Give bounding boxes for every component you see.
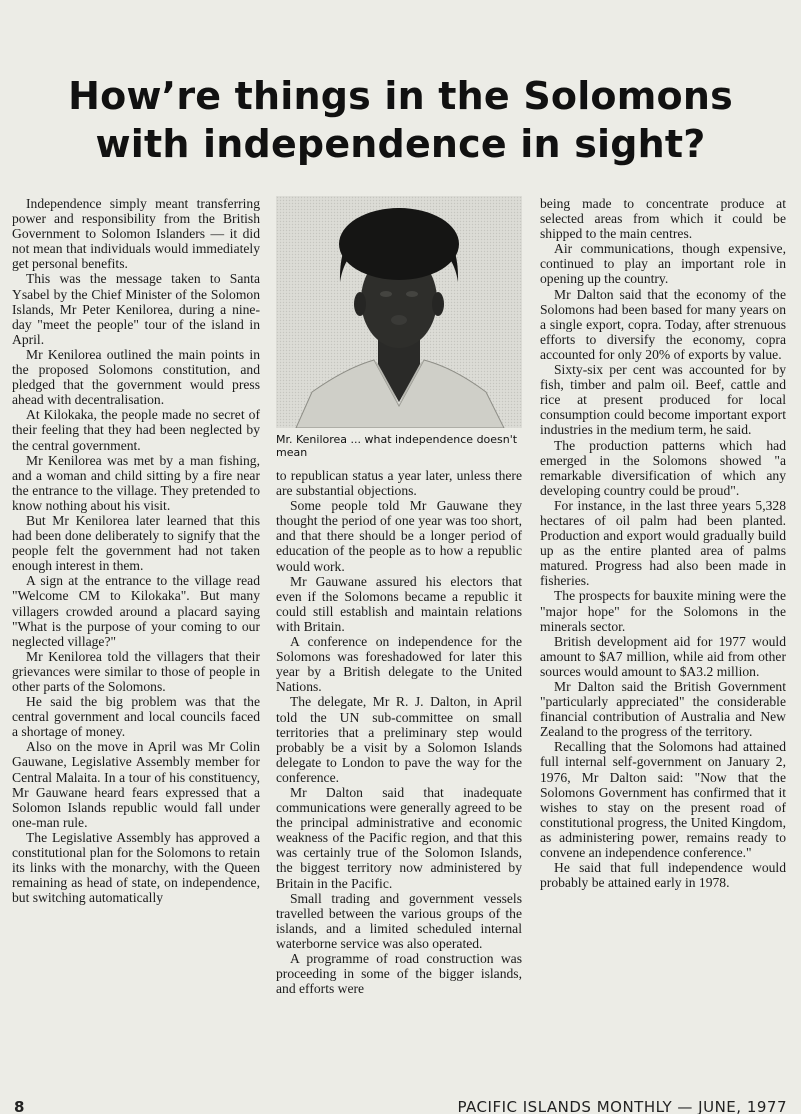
page-footer [0,1098,801,1114]
portrait-photo [276,196,522,428]
paragraph: For instance, in the last three years 5,328 hectares of oil palm had been planted. Production and export would gradually build up as the entire planted area of palms matured. Progress had also been made in fisheries. [540,497,786,589]
photo-caption: Mr. Kenilorea ... what independence doesn't mean [276,433,518,459]
paragraph: Sixty-six per cent was accounted for by fish, timber and palm oil. Beef, cattle and rice at present produced for local consumption could become important export industries in the medium term, he said. [540,362,786,438]
paragraph: Mr Dalton said the British Government "particularly appreciated" the considerable financial contribution of Australia and New Zealand to the progress of the territory. [540,679,786,740]
paragraph: Mr Kenilorea was met by a man fishing, and a woman and child sitting by a fire near the entrance to the village. They pretended to know nothing about his visit. [12,452,260,513]
paragraph: Small trading and government vessels travelled between the various groups of the islands, and a limited scheduled internal waterborne service was also operated. [276,890,522,951]
paragraph: A sign at the entrance to the village read "Welcome CM to Kilokaka". But many villagers crowded around a placard saying "What is the purpose of your coming to our neglected village?" [12,573,260,649]
article-column-3 [540,196,786,890]
paragraph: At Kilokaka, the people made no secret of their feeling that they had been neglected by the central government. [12,407,260,453]
paragraph: He said that full independence would probably be attained early in 1978. [540,860,786,891]
paragraph: Some people told Mr Gauwane they thought the period of one year was too short, and that there should be a longer period of education of the people as to how a republic would work. [276,498,522,574]
article-column-2 [276,468,522,996]
paragraph: Mr Kenilorea outlined the main points in the proposed Solomons constitution, and pledged that the government would press ahead with decentralisation. [12,346,260,408]
paragraph: But Mr Kenilorea later learned that this had been done deliberately to signify that the people felt the government had not taken enough interest in them. [12,512,260,574]
paragraph: Air communications, though expensive, continued to play an important role in opening up the country. [540,241,786,287]
headline-line-1: How’re things in the Solomons [68,74,733,118]
paragraph: Independence simply meant transferring power and responsibility from the British Government to Solomon Islanders — it did not mean that individuals would immediately get personal benefits. [12,196,260,272]
headline-line-2: with independence in sight? [95,122,706,166]
paragraph: British development aid for 1977 would amount to $A7 million, while aid from other sources would amount to $A3.2 million. [540,633,786,679]
page-number: 8 [14,1098,25,1114]
paragraph: being made to concentrate produce at selected areas from which it could be shipped to the main centres. [540,196,786,242]
paragraph: to republican status a year later, unless there are substantial objections. [276,468,522,499]
paragraph: Also on the move in April was Mr Colin Gauwane, Legislative Assembly member for Central Malaita. In a tour of his constituency, Mr Gauwane heard fears expressed that a Solomon Islands republic would fall under one-man rule. [12,739,260,830]
article-column-1 [12,196,260,905]
paragraph: Mr Dalton said that the economy of the Solomons had been based for many years on a single export, copra. Today, after strenuous efforts to diversify the economy, copra accounted for only 20% of exports by value. [540,286,786,362]
paragraph: The prospects for bauxite mining were the "major hope" for the Solomons in the minerals sector. [540,588,786,634]
paragraph: Mr Gauwane assured his electors that even if the Solomons became a republic it could still establish and maintain relations with Britain. [276,573,522,634]
paragraph: The delegate, Mr R. J. Dalton, in April told the UN sub-committee on small territories that a preliminary step would probably be a visit by a Solomon Islands delegate to London to pave the way for the conference. [276,694,522,785]
paragraph: Mr Dalton said that inadequate communications were generally agreed to be the principal administrative and economic weakness of the Pacific region, and that this was certainly true of the Solomon Islands, the biggest territory now administered by Britain in the Pacific. [276,784,522,891]
paragraph: A programme of road construction was proceeding in some of the bigger islands, and efforts were [276,951,522,997]
article-headline [0,72,801,168]
portrait-illustration [276,196,522,428]
paragraph: This was the message taken to Santa Ysabel by the Chief Minister of the Solomon Islands, Mr Peter Kenilorea, during a nine-day "meet the people" tour of the island in April. [12,271,260,347]
paragraph: The Legislative Assembly has approved a constitutional plan for the Solomons to retain its links with the monarchy, with the Queen remaining as head of state, on independence, but switching automatically [12,829,260,906]
paragraph: Mr Kenilorea told the villagers that their grievances were similar to those of people in other parts of the Solomons. [12,648,260,694]
running-head: PACIFIC ISLANDS MONTHLY — JUNE, 1977 [457,1098,787,1114]
paragraph: He said the big problem was that the central government and local councils faced a shortage of money. [12,694,260,740]
paragraph: A conference on independence for the Solomons was foreshadowed for later this year by a British delegate to the United Nations. [276,634,522,695]
paragraph: Recalling that the Solomons had attained full internal self-government on January 2, 1976, Mr Dalton said: "Now that the Solomons Government has confirmed that it wishes to stay on the present road of constitutional progress, the United Kingdom, as administering power, remains ready to convene an independence conference." [540,739,786,861]
paragraph: The production patterns which had emerged in the Solomons showed "a remarkable diversification of which any developing country could be proud". [540,437,786,498]
